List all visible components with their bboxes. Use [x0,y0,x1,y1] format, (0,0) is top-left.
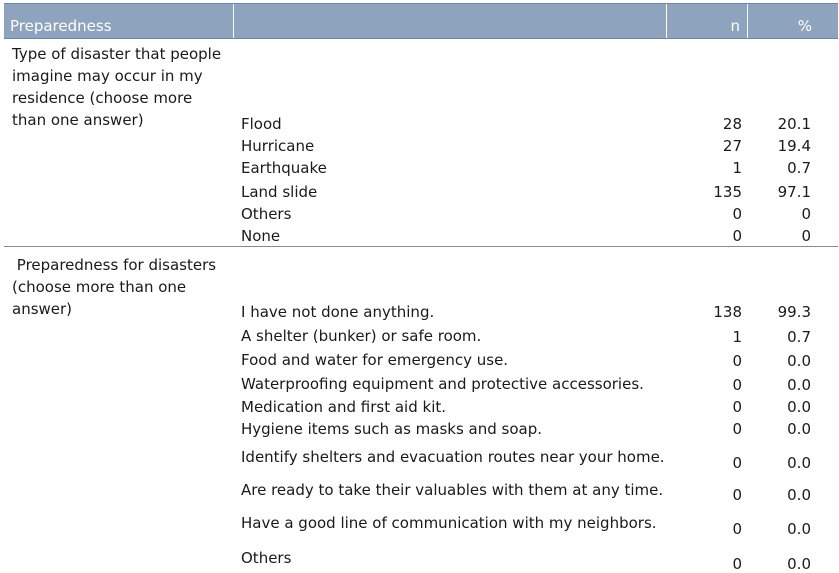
table-row-pct: 20.1 [777,115,811,133]
table-row-item: Others [241,205,292,223]
table-row-n: 0 [732,454,742,472]
table-row-n: 0 [732,420,742,438]
table-row-pct: 0.0 [787,376,811,394]
table-row-n: 138 [713,303,742,321]
table-row-item: None [241,227,281,245]
section-label-preparedness: Preparedness for disasters (choose more than one answer) [12,256,221,318]
table-row-pct: 0.0 [787,555,811,573]
table-row-item: Hygiene items such as masks and soap. [241,420,543,438]
table-row-pct: 0 [801,227,811,245]
table-row-n: 0 [732,227,742,245]
section-label-disaster-type: Type of disaster that people imagine may occur in my residence (choose more than one answer) [12,45,222,129]
table-row-item: Hurricane [241,137,315,155]
table-row-item: Flood [241,115,282,133]
table-row-n: 0 [732,352,742,370]
table-row-pct: 0.0 [787,520,811,538]
table-row-n: 28 [722,115,742,133]
table-row-item: A shelter (bunker) or safe room. [241,327,482,345]
header-n: n [667,4,747,38]
table-row-item: Food and water for emergency use. [241,351,509,369]
table-row-pct: 0.0 [787,420,811,438]
header-item [234,4,666,38]
table-row-n: 0 [732,555,742,573]
table-row-item: Others [241,549,292,567]
table-row-item: Waterproofing equipment and protective accessories. [241,375,644,393]
table-row-item: Have a good line of communication with my neighbors. [241,514,657,532]
table-row-pct: 0.7 [787,159,811,177]
table-row-item: Are ready to take their valuables with them at any time. [241,481,664,499]
table-row-n: 1 [732,328,742,346]
table-row-n: 0 [732,205,742,223]
table-row-pct: 0.0 [787,398,811,416]
table-row-item: Earthquake [241,159,327,177]
table-row-n: 27 [722,137,742,155]
table-row-n: 0 [732,486,742,504]
table-row-n: 0 [732,520,742,538]
table-row-pct: 0.0 [787,454,811,472]
table-row-item: Land slide [241,183,318,201]
table-row-item: Medication and first aid kit. [241,398,447,416]
table-row-pct: 0.0 [787,352,811,370]
section-divider [4,246,838,247]
table-row-pct: 19.4 [777,137,811,155]
table-row-n: 0 [732,376,742,394]
table-row-n: 0 [732,398,742,416]
header-percent: % [748,4,838,38]
header-preparedness: Preparedness [4,4,233,38]
table-row-item: Identify shelters and evacuation routes near your home. [241,448,665,466]
table-row-pct: 99.3 [777,303,811,321]
table-row-item: I have not done anything. [241,303,435,321]
table-row-pct: 0 [801,205,811,223]
table-row-pct: 0.0 [787,486,811,504]
table-row-n: 1 [732,159,742,177]
table-row-pct: 97.1 [777,183,811,201]
header-bottom-border [4,38,838,39]
table-row-n: 135 [713,183,742,201]
table-row-pct: 0.7 [787,328,811,346]
